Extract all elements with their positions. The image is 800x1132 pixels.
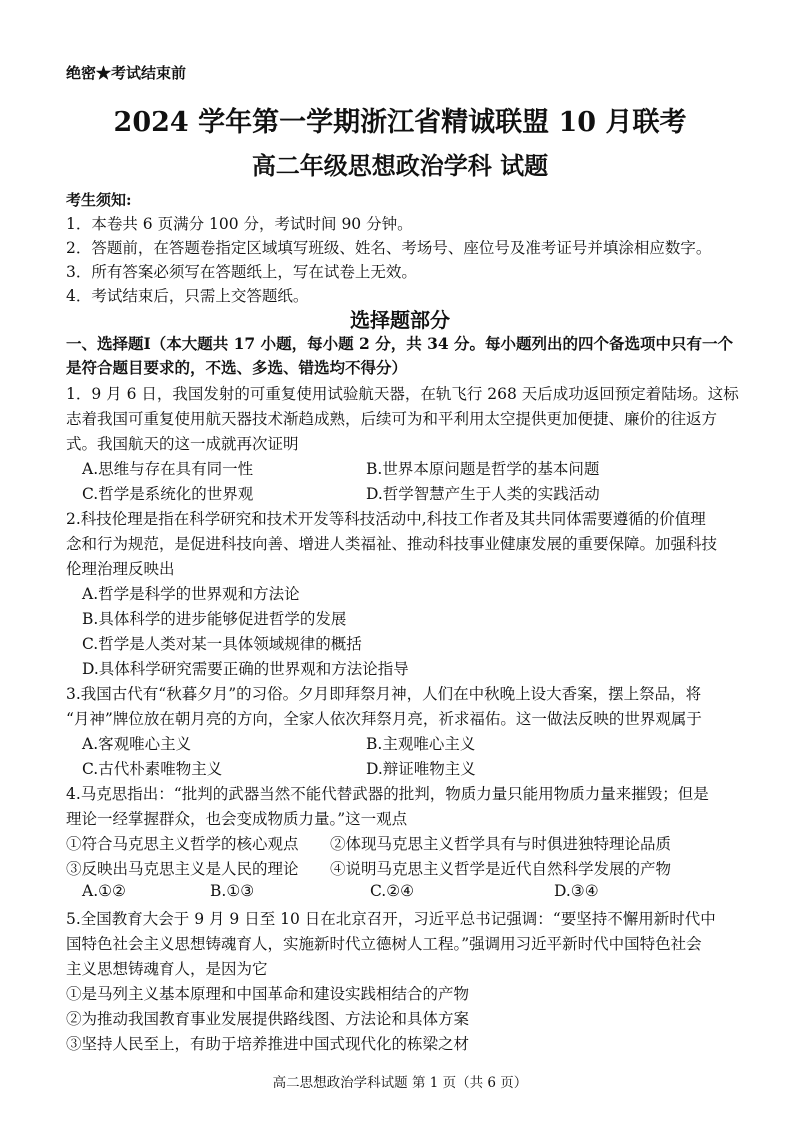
exam-title: 2024 学年第一学期浙江省精诚联盟 10 月联考 [113,107,687,138]
question-4-stem: 理论一经掌握群众，也会变成物质力量。”这一观点 [66,810,408,828]
question-1-stem: 志着我国可重复使用航天器技术渐趋成熟，后续可为和平利用太空提供更加便捷、廉价的往返方 [66,410,718,428]
question-3-option-c: C.古代朴素唯物主义 [82,760,223,778]
question-2-stem: 伦理治理反映出 [66,560,175,578]
question-1-stem: 式。我国航天的这一成就再次证明 [66,435,299,453]
question-5-stem: 主义思想铸魂育人，是因为它 [66,960,268,978]
question-4-option-c: C.②④ [370,882,415,900]
question-5-item: ②为推动我国教育事业发展提供路线图、方法论和具体方案 [66,1010,470,1028]
question-2-option-d: D.具体科学研究需要正确的世界观和方法论指导 [82,660,409,678]
question-4-option-b: B.①③ [210,882,255,900]
confidential-label: 绝密★考试结束前 [66,64,187,82]
notice-item: 3．所有答案必须写在答题纸上，写在试卷上无效。 [66,263,417,281]
question-1-option-d: D.哲学智慧产生于人类的实践活动 [366,485,600,503]
question-3-stem: “月神”牌位放在朝月亮的方向，全家人依次拜祭月亮，祈求福佑。这一做法反映的世界观属于 [66,710,702,728]
question-3-option-d: D.辩证唯物主义 [366,760,476,778]
question-1-option-c: C.哲学是系统化的世界观 [82,485,254,503]
question-3-option-b: B.主观唯心主义 [366,735,476,753]
question-2-stem: 2.科技伦理是指在科学研究和技术开发等科技活动中,科技工作者及其共同体需要遵循的价值理 [66,510,706,528]
notice-item: 2．答题前，在答题卷指定区域填写班级、姓名、考场号、座位号及准考证号并填涂相应数字。 [66,239,712,257]
question-5-item: ③坚持人民至上，有助于培养推进中国式现代化的栋梁之材 [66,1035,470,1053]
question-3-stem: 3.我国古代有“秋暮夕月”的习俗。夕月即拜祭月神，人们在中秋晚上设大香案，摆上祭品，将 [66,685,702,703]
section-title: 选择题部分 [350,308,450,332]
question-2-option-b: B.具体科学的进步能够促进哲学的发展 [82,610,347,628]
notice-heading: 考生须知: [66,191,132,209]
question-4-item: ①符合马克思主义哲学的核心观点 [66,835,299,853]
notice-item: 1．本卷共 6 页满分 100 分，考试时间 90 分钟。 [66,215,413,233]
question-1-option-a: A.思维与存在具有同一性 [82,460,254,478]
question-4-option-d: D.③④ [554,882,599,900]
question-4-item: ③反映出马克思主义是人民的理论 [66,860,299,878]
part-instruction: 一、选择题Ⅰ（本大题共 17 小题，每小题 2 分，共 34 分。每小题列出的四个备选项中只有一个 [66,334,734,353]
page-footer: 高二思想政治学科试题 第 1 页（共 6 页） [272,1075,528,1091]
question-2-stem: 念和行为规范，是促进科技向善、增进人类福祉、推动科技事业健康发展的重要保障。加强科技 [66,535,718,553]
question-4-stem: 4.马克思指出：“批判的武器当然不能代替武器的批判，物质力量只能用物质力量来摧毁；但是 [66,785,709,803]
question-4-option-a: A.①② [82,882,126,900]
exam-subtitle: 高二年级思想政治学科 试题 [251,151,549,180]
question-1-option-b: B.世界本原问题是哲学的基本问题 [366,460,600,478]
part-instruction: 是符合题目要求的，不选、多选、错选均不得分） [66,358,408,377]
question-2-option-c: C.哲学是人类对某一具体领域规律的概括 [82,635,362,653]
notice-item: 4．考试结束后，只需上交答题纸。 [66,287,309,305]
question-1-stem: 1．9 月 6 日，我国发射的可重复使用试验航天器，在轨飞行 268 天后成功返回预定着陆场。这标 [66,385,739,403]
question-5-stem: 国特色社会主义思想铸魂育人，实施新时代立德树人工程。”强调用习近平新时代中国特色社会 [66,935,702,953]
question-4-item: ④说明马克思主义哲学是近代自然科学发展的产物 [330,860,672,878]
question-5-item: ①是马列主义基本原理和中国革命和建设实践相结合的产物 [66,985,470,1003]
question-2-option-a: A.哲学是科学的世界观和方法论 [82,585,300,603]
question-4-item: ②体现马克思主义哲学具有与时俱进独特理论品质 [330,835,672,853]
question-3-option-a: A.客观唯心主义 [82,735,192,753]
question-5-stem: 5.全国教育大会于 9 月 9 日至 10 日在北京召开，习近平总书记强调：“要坚持不懈用新时代中 [66,910,716,928]
